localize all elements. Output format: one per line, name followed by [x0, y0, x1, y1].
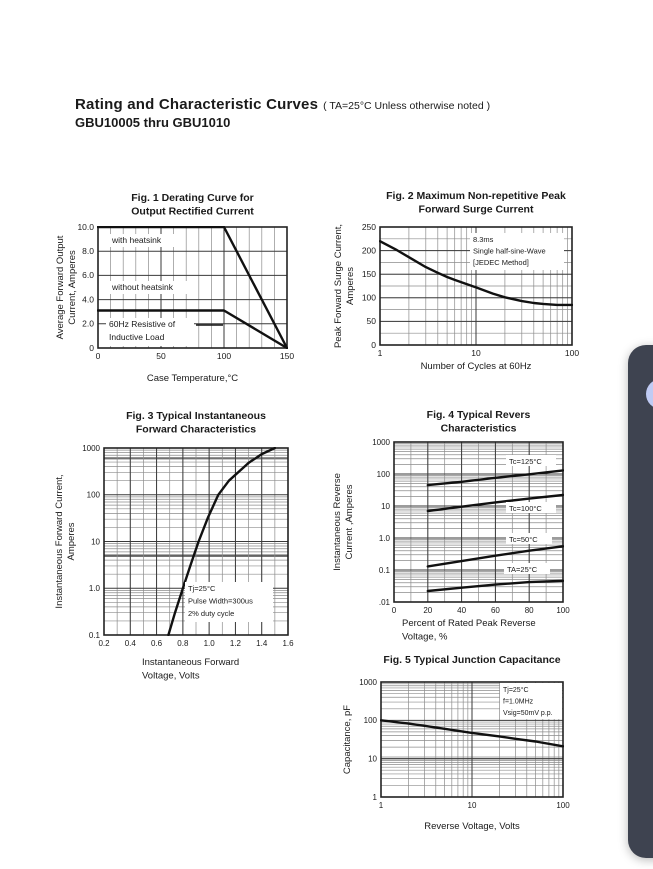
fig1-derating-curve-chart — [55, 188, 317, 398]
svg-text:100: 100 — [556, 606, 570, 615]
svg-text:50: 50 — [366, 316, 376, 327]
svg-text:Voltage, %: Voltage, % — [402, 631, 448, 643]
svg-text:Case Temperature,°C: Case Temperature,°C — [146, 373, 239, 384]
svg-text:10.0: 10.0 — [77, 221, 94, 232]
svg-text:80: 80 — [524, 606, 534, 615]
svg-text:40: 40 — [457, 606, 467, 615]
svg-text:10: 10 — [368, 754, 377, 764]
svg-text:Tc=125°C: Tc=125°C — [509, 457, 542, 466]
svg-text:10: 10 — [381, 501, 390, 511]
svg-text:2% duty cycle: 2% duty cycle — [188, 609, 235, 618]
svg-text:20: 20 — [423, 606, 433, 615]
svg-text:Forward Surge Current: Forward Surge Current — [418, 203, 534, 216]
svg-text:0: 0 — [391, 606, 397, 615]
svg-text:Vsig=50mV p.p.: Vsig=50mV p.p. — [503, 710, 553, 717]
svg-text:Inductive Load: Inductive Load — [109, 332, 165, 342]
side-panel[interactable] — [628, 345, 653, 858]
svg-text:10: 10 — [471, 348, 481, 358]
svg-text:Tc=100°C: Tc=100°C — [509, 504, 542, 513]
svg-text:10: 10 — [467, 801, 477, 810]
svg-text:Single half-sine-Wave: Single half-sine-Wave — [473, 246, 546, 256]
svg-text:150: 150 — [361, 269, 376, 279]
svg-text:60Hz Resistive of: 60Hz Resistive of — [109, 319, 176, 329]
svg-text:0.4: 0.4 — [124, 639, 136, 648]
fig5-junction-capacitance-chart — [330, 650, 585, 840]
svg-text:4.0: 4.0 — [82, 294, 94, 305]
svg-text:1.6: 1.6 — [282, 639, 294, 648]
svg-text:Amperes: Amperes — [66, 522, 77, 561]
svg-text:Tc=50°C: Tc=50°C — [509, 535, 538, 544]
header-line — [75, 96, 490, 114]
svg-text:0.6: 0.6 — [151, 639, 163, 648]
svg-text:1.0: 1.0 — [378, 533, 390, 543]
svg-text:0: 0 — [95, 351, 101, 361]
svg-text:Number of Cycles at 60Hz: Number of Cycles at 60Hz — [420, 361, 532, 372]
svg-text:Tj=25°C: Tj=25°C — [503, 687, 529, 694]
svg-text:1: 1 — [377, 348, 383, 358]
svg-text:10: 10 — [91, 537, 100, 547]
svg-text:[JEDEC Method]: [JEDEC Method] — [473, 258, 529, 267]
svg-text:Forward Characteristics: Forward Characteristics — [135, 423, 257, 436]
svg-text:Instantaneous Forward Current,: Instantaneous Forward Current, — [55, 474, 65, 609]
svg-text:Current ,Amperes: Current ,Amperes — [344, 484, 355, 560]
svg-text:150: 150 — [279, 351, 295, 361]
svg-text:0: 0 — [89, 342, 94, 353]
svg-text:Fig. 3 Typical Instantaneous: Fig. 3 Typical Instantaneous — [126, 410, 266, 422]
svg-text:2.0: 2.0 — [82, 318, 94, 329]
svg-text:Pulse Width=300us: Pulse Width=300us — [188, 596, 253, 606]
svg-text:60: 60 — [490, 606, 500, 615]
svg-text:Instantaneous Reverse: Instantaneous Reverse — [332, 473, 343, 571]
svg-text:1000: 1000 — [372, 437, 390, 447]
fig3-forward-characteristics-chart — [55, 405, 317, 690]
svg-text:.01: .01 — [378, 597, 390, 607]
svg-text:Capacitance, pF: Capacitance, pF — [342, 704, 353, 775]
svg-text:f=1.0MHz: f=1.0MHz — [503, 698, 534, 706]
svg-text:0.1: 0.1 — [88, 630, 100, 640]
svg-text:Fig. 5 Typical Junction Capaci: Fig. 5 Typical Junction Capacitance — [383, 654, 561, 666]
svg-text:100: 100 — [564, 348, 580, 358]
page-header — [75, 96, 490, 130]
page-title: Rating and Characteristic Curves — [75, 96, 319, 113]
svg-text:100: 100 — [376, 469, 390, 479]
svg-text:0: 0 — [371, 339, 376, 350]
svg-text:8.3ms: 8.3ms — [473, 235, 494, 244]
svg-text:1000: 1000 — [82, 443, 100, 453]
svg-text:Peak Forward Surge Current,: Peak Forward Surge Current, — [333, 223, 344, 349]
svg-text:250: 250 — [361, 221, 376, 232]
svg-text:Fig. 1 Derating Curve for: Fig. 1 Derating Curve for — [131, 192, 254, 204]
svg-text:Average Forward Output: Average Forward Output — [55, 235, 66, 340]
svg-text:1.0: 1.0 — [203, 639, 215, 648]
part-number-range: GBU10005 thru GBU1010 — [75, 115, 231, 130]
svg-text:100: 100 — [361, 292, 376, 303]
svg-text:Reverse Voltage, Volts: Reverse Voltage, Volts — [424, 821, 520, 832]
svg-text:Output Rectified Current: Output Rectified Current — [131, 205, 254, 218]
svg-text:6.0: 6.0 — [82, 270, 94, 281]
svg-text:Characteristics: Characteristics — [440, 422, 517, 435]
svg-text:1.4: 1.4 — [256, 639, 268, 648]
svg-text:with heatsink: with heatsink — [112, 235, 162, 245]
svg-text:100: 100 — [556, 801, 570, 810]
svg-text:without heatsink: without heatsink — [112, 282, 173, 292]
svg-text:1: 1 — [378, 801, 384, 810]
svg-text:Fig. 4 Typical Revers: Fig. 4 Typical Revers — [426, 409, 531, 421]
svg-text:1: 1 — [372, 792, 377, 802]
svg-text:Current, Amperes: Current, Amperes — [67, 250, 78, 325]
svg-text:Fig. 2 Maximum Non-repetitive: Fig. 2 Maximum Non-repetitive Peak — [386, 190, 566, 202]
fig2-peak-surge-current-chart — [330, 185, 592, 390]
svg-text:100: 100 — [86, 490, 100, 500]
svg-text:0.2: 0.2 — [98, 639, 110, 648]
page-title-note: ( TA=25°C Unless otherwise noted ) — [323, 100, 491, 112]
svg-text:TA=25°C: TA=25°C — [507, 565, 538, 574]
svg-text:0.8: 0.8 — [177, 639, 189, 648]
svg-text:0.1: 0.1 — [378, 565, 390, 575]
fig4-reverse-characteristics-chart — [330, 405, 585, 650]
svg-text:1.0: 1.0 — [88, 584, 100, 594]
svg-text:Amperes: Amperes — [345, 266, 356, 306]
svg-text:1.2: 1.2 — [229, 639, 241, 648]
svg-text:100: 100 — [216, 351, 232, 361]
svg-text:1000: 1000 — [359, 677, 377, 687]
svg-text:100: 100 — [363, 716, 377, 726]
svg-text:200: 200 — [361, 245, 376, 256]
svg-text:Voltage, Volts: Voltage, Volts — [142, 670, 200, 682]
svg-text:Percent of Rated Peak Reverse: Percent of Rated Peak Reverse — [402, 618, 536, 629]
svg-text:50: 50 — [156, 351, 166, 361]
svg-text:Tj=25°C: Tj=25°C — [188, 584, 216, 593]
svg-text:Instantaneous Forward: Instantaneous Forward — [142, 657, 240, 668]
svg-text:8.0: 8.0 — [82, 246, 94, 256]
